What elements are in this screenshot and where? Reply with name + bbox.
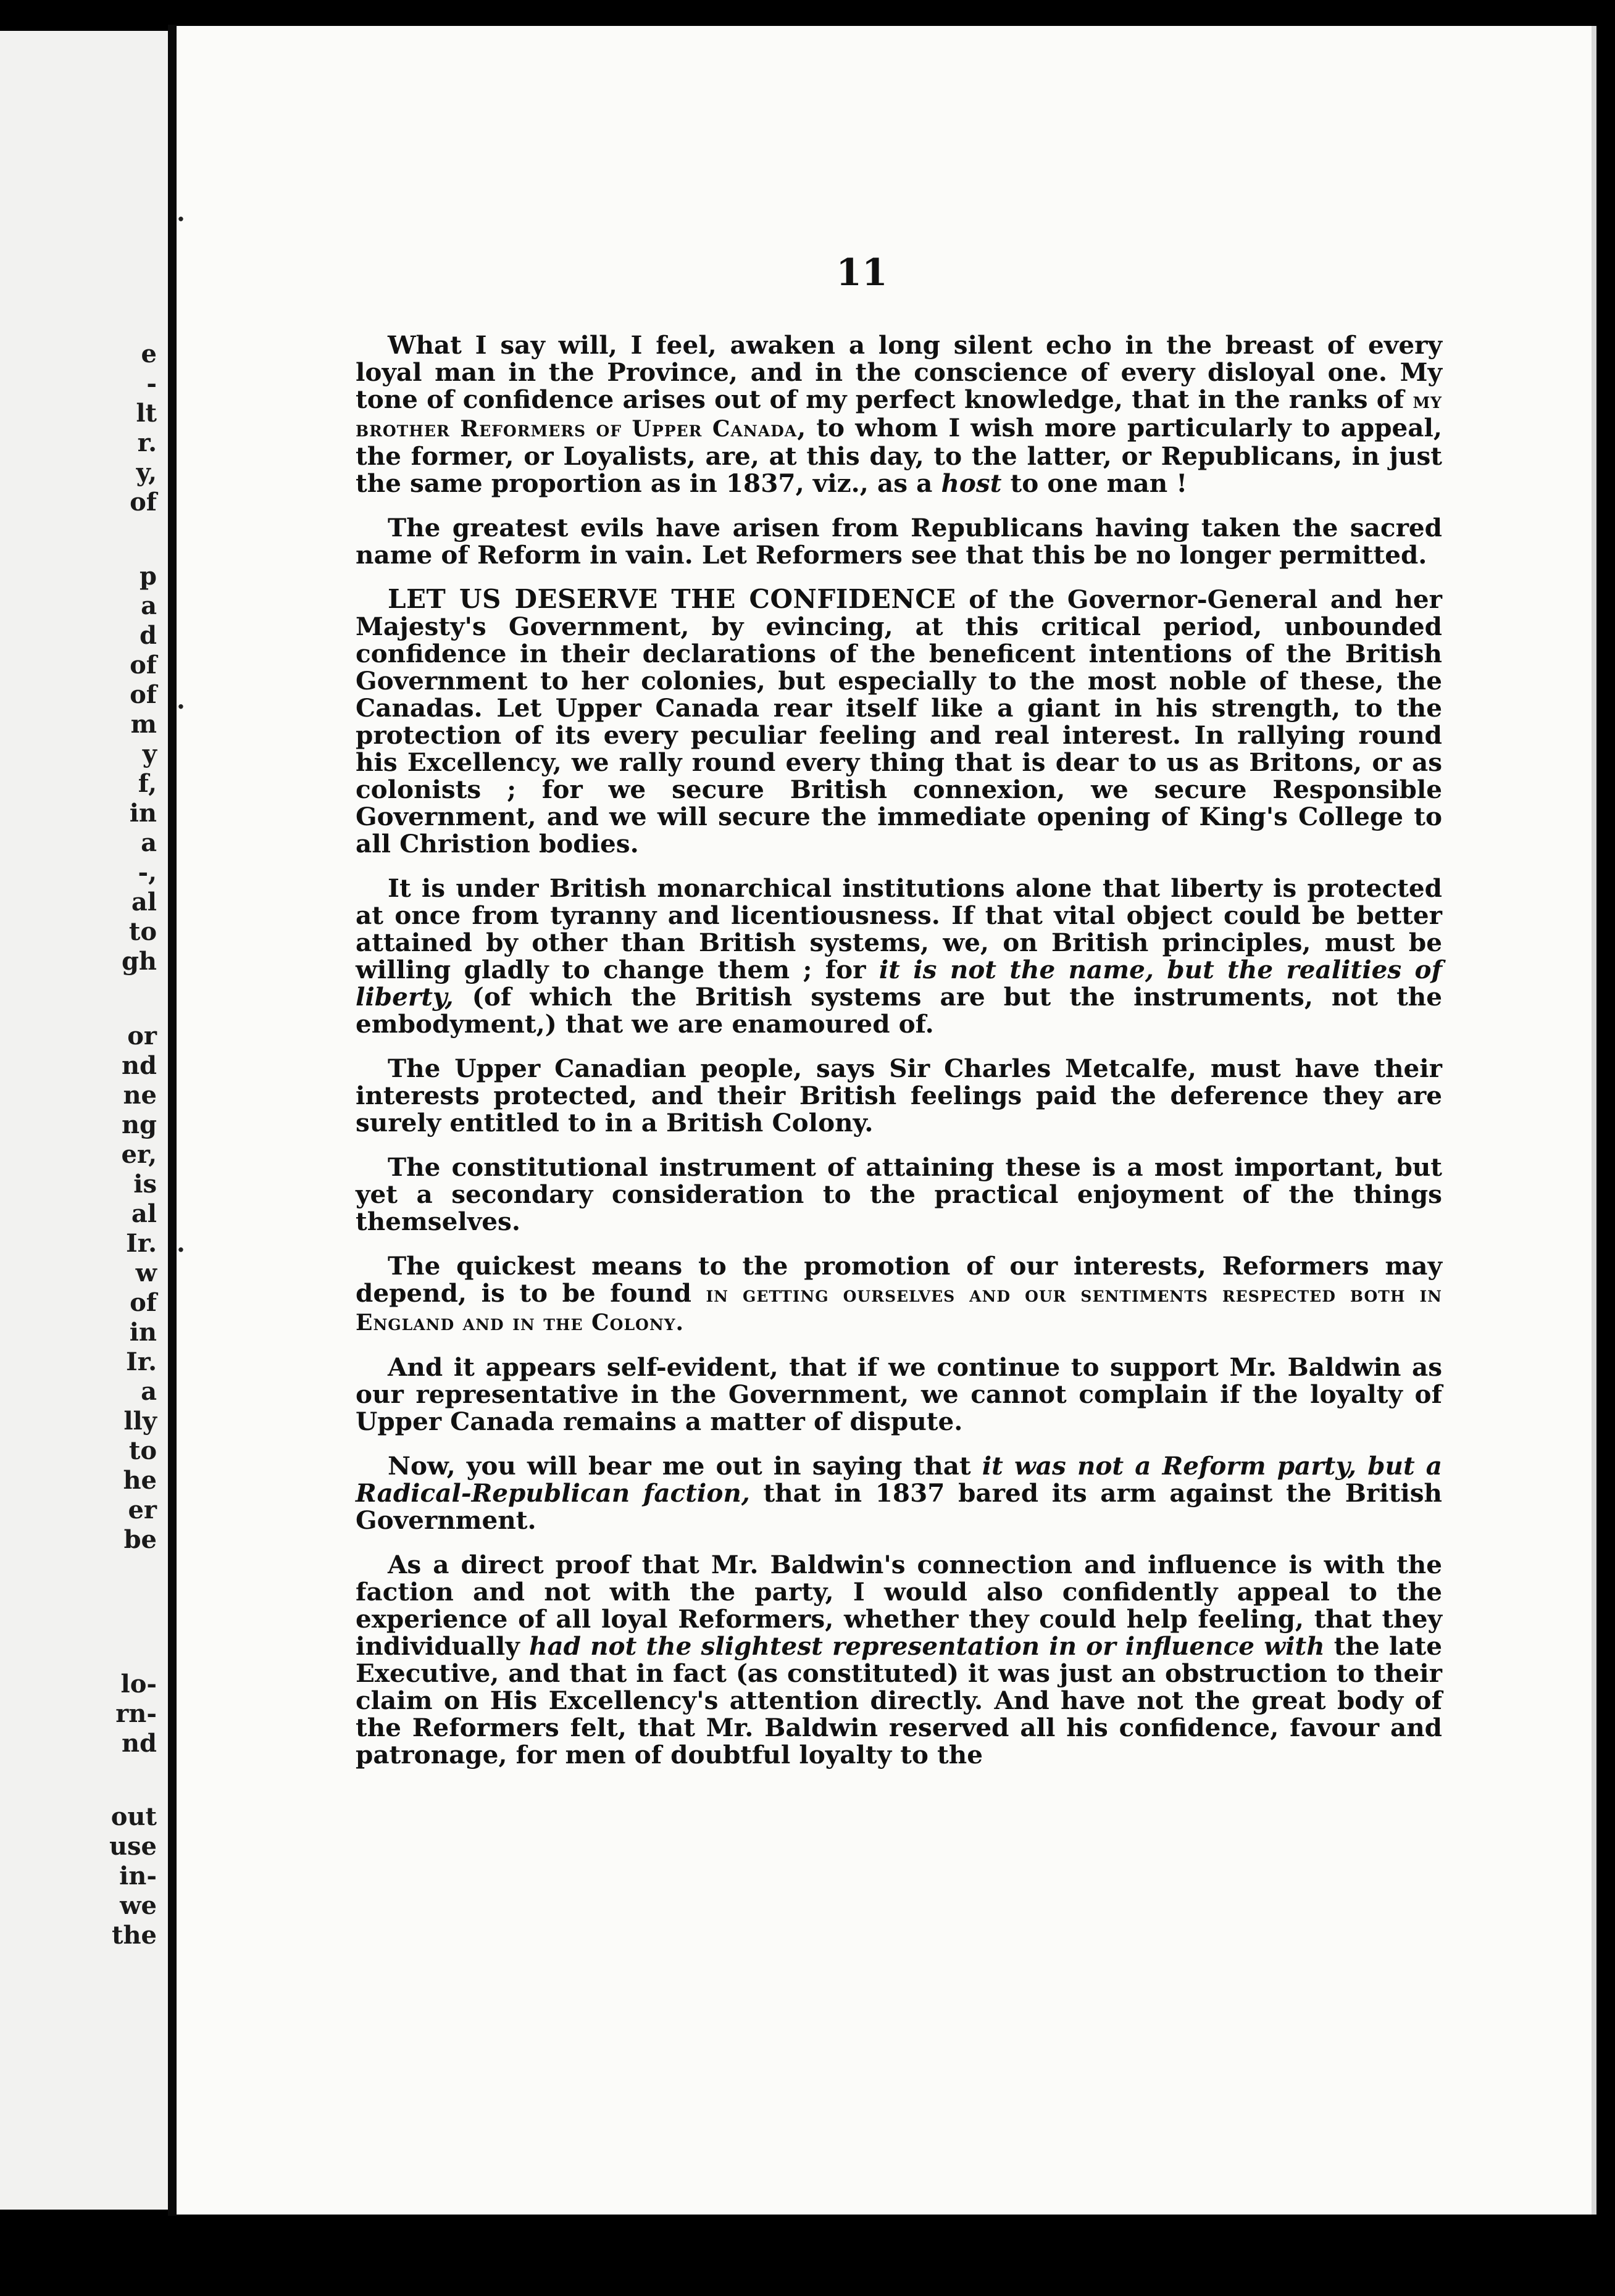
left-page-fragment: ng bbox=[121, 1110, 157, 1139]
margin-mark: · bbox=[177, 693, 185, 722]
left-page-fragment: the bbox=[111, 1921, 157, 1950]
text-run: to one man ! bbox=[1001, 468, 1188, 498]
left-page-fragment: a bbox=[141, 828, 157, 857]
left-page-fragment: e bbox=[141, 339, 157, 368]
margin-mark: · bbox=[177, 205, 185, 234]
text-run: that in 1837 bared its arm against the British Government. bbox=[356, 1478, 1442, 1535]
text-run: And it appears self-evident, that if we continue to support Mr. Baldwin as our representative in the Government, we cannot complain if the loyalty of Upper Canada remains a matter of dispute. bbox=[356, 1352, 1442, 1436]
paragraph bbox=[356, 875, 1442, 1038]
paragraph bbox=[356, 586, 1442, 857]
left-page-fragment: ne bbox=[123, 1081, 157, 1110]
left-page-fragment: of bbox=[130, 651, 157, 680]
small-caps-text: my brother Reformers of Upper Canada bbox=[356, 388, 1442, 442]
left-page-fragment: Ir. bbox=[125, 1229, 157, 1258]
text-run: The constitutional instrument of attaining these is a most important, but yet a secondary consideration to the practical enjoyment of the things themselves. bbox=[356, 1152, 1442, 1236]
italic-text: host bbox=[941, 468, 1002, 498]
left-page-fragment: is bbox=[133, 1170, 157, 1199]
left-page-fragment: we bbox=[120, 1891, 157, 1920]
italic-text: it was not a Reform party, but a Radical-Republican faction, bbox=[356, 1451, 1443, 1508]
left-page-fragment: a bbox=[141, 591, 157, 620]
paragraph bbox=[356, 1551, 1442, 1768]
text-run: What I say will, I feel, awaken a long silent echo in the breast of every loyal man in the Province, and in the conscience of every disloyal one. My tone of confidence arises out of my perfect knowledge, that in the ranks of bbox=[356, 330, 1442, 414]
left-page-fragment: be bbox=[123, 1525, 157, 1554]
left-page-fragment: use bbox=[109, 1832, 157, 1861]
left-page-fragment: rn- bbox=[115, 1699, 157, 1728]
text-run: the late Executive, and that in fact (as constituted) it was just an obstruction to their claim on His Excellency's attention directly. And have not the great body of the Reformers felt, that Mr. Baldwin reserved all his confidence, favour and patronage, for men of doubtful loyalty to the bbox=[356, 1631, 1442, 1770]
left-page-fragment: out bbox=[111, 1802, 157, 1831]
left-page-fragment: gh bbox=[121, 947, 157, 976]
left-page-fragment: in bbox=[129, 799, 157, 828]
left-page-margin bbox=[0, 31, 168, 2210]
left-page-fragment: m bbox=[130, 710, 157, 739]
text-run: The greatest evils have arisen from Republicans having taken the sacred name of Reform in vain. Let Reformers see that this be no longer permitted. bbox=[356, 513, 1442, 570]
left-page-fragment: to bbox=[128, 1436, 157, 1465]
left-page-fragment: y bbox=[142, 739, 157, 768]
left-page-fragment: nd bbox=[121, 1729, 157, 1758]
text-run: The Upper Canadian people, says Sir Charles Metcalfe, must have their interests protected, and their British feelings paid the deference they are surely entitled to in a British Colony. bbox=[356, 1054, 1442, 1138]
paragraph bbox=[356, 514, 1442, 568]
text-run: of the Governor-General and her Majesty's Government, by evincing, at this critical period, unbounded confidence in their declarations of the beneficent intentions of the British Government to her colonies, but especially to the most noble of these, the Canadas. Let Upper Canada rear itself like a giant in his strength, to the protection of its every peculiar feeling and real interest. In rallying round his Excellency, we rally round every thing that is dear to us as Britons, or as colonists ; for we secure British connexion, we secure Responsible Government, and we will secure the immediate opening of King's College to all Christion bodies. bbox=[356, 584, 1442, 859]
left-page-fragment: Ir. bbox=[125, 1347, 157, 1376]
paragraph bbox=[356, 1452, 1442, 1534]
left-page-fragment: y, bbox=[136, 458, 157, 487]
page bbox=[177, 26, 1596, 2215]
italic-text: had not the slightest representation in or influence with bbox=[528, 1631, 1325, 1661]
paragraph bbox=[356, 1055, 1442, 1136]
left-page-fragment: -, bbox=[138, 858, 157, 887]
left-page-fragment: he bbox=[123, 1466, 157, 1495]
text-run: The quickest means to the promotion of our interests, Reformers may depend, is to be found bbox=[356, 1251, 1442, 1308]
left-page-fragment: al bbox=[131, 888, 157, 917]
page-edge bbox=[1592, 26, 1596, 2215]
left-page-fragment: lly bbox=[123, 1407, 157, 1436]
paragraph bbox=[356, 1252, 1442, 1336]
left-page-fragment: of bbox=[130, 1288, 157, 1317]
left-page-fragment: in- bbox=[119, 1861, 157, 1890]
text-run: , to whom I wish more particularly to appeal, the former, or Loyalists, are, at this day, to the latter, or Republicans, in just the same proportion as in 1837, viz., as a bbox=[356, 413, 1443, 498]
text-run: Now, you will bear me out in saying that bbox=[388, 1451, 982, 1481]
text-run: It is under British monarchical institutions alone that liberty is protected at once from tyranny and licentiousness. If that vital object could be better attained by other than British systems, we, on British principles, must be willing gladly to change them ; for bbox=[356, 873, 1442, 984]
italic-text: it is not the name, but the realities of liberty, bbox=[356, 955, 1442, 1012]
margin-mark: · bbox=[177, 1236, 185, 1265]
left-page-fragment: er, bbox=[121, 1140, 157, 1169]
left-page-fragment: d bbox=[140, 621, 157, 650]
paragraph bbox=[356, 1354, 1442, 1435]
page-number: 11 bbox=[836, 251, 888, 294]
left-page-fragment: a bbox=[141, 1377, 157, 1406]
lead-in-text: LET US DESERVE THE CONFIDENCE bbox=[388, 584, 956, 614]
left-page-fragment: w bbox=[135, 1258, 157, 1287]
left-page-fragment: of bbox=[130, 680, 157, 709]
left-page-fragment: or bbox=[127, 1021, 157, 1050]
text-run: As a direct proof that Mr. Baldwin's connection and influence is with the faction and not with the party, I would also confidently appeal to the experience of all loyal Reformers, whether they could help feeling, that they individually bbox=[356, 1550, 1442, 1661]
left-page-fragment: f, bbox=[138, 769, 157, 798]
body-text bbox=[356, 331, 1442, 1786]
paragraph bbox=[356, 1154, 1442, 1235]
left-page-fragment: of bbox=[130, 488, 157, 517]
left-page-fragment: nd bbox=[121, 1051, 157, 1080]
left-page-fragment: er bbox=[128, 1495, 157, 1524]
book-gutter bbox=[168, 25, 177, 2216]
paragraph bbox=[356, 331, 1442, 497]
left-page-fragment: lt bbox=[136, 399, 157, 428]
left-page-fragment: - bbox=[146, 369, 157, 398]
small-caps-text: in getting ourselves and our sentiments respected both in England and in the Colony. bbox=[356, 1281, 1442, 1336]
left-page-fragment: to bbox=[128, 917, 157, 946]
left-page-fragment: r. bbox=[137, 428, 157, 457]
text-run: (of which the British systems are but the instruments, not the embodyment,) that we are enamoured of. bbox=[356, 982, 1442, 1039]
left-page-fragment: p bbox=[140, 562, 157, 591]
left-page-fragment: in bbox=[129, 1318, 157, 1347]
left-page-fragment: lo- bbox=[120, 1670, 157, 1699]
left-page-fragment: al bbox=[131, 1199, 157, 1228]
